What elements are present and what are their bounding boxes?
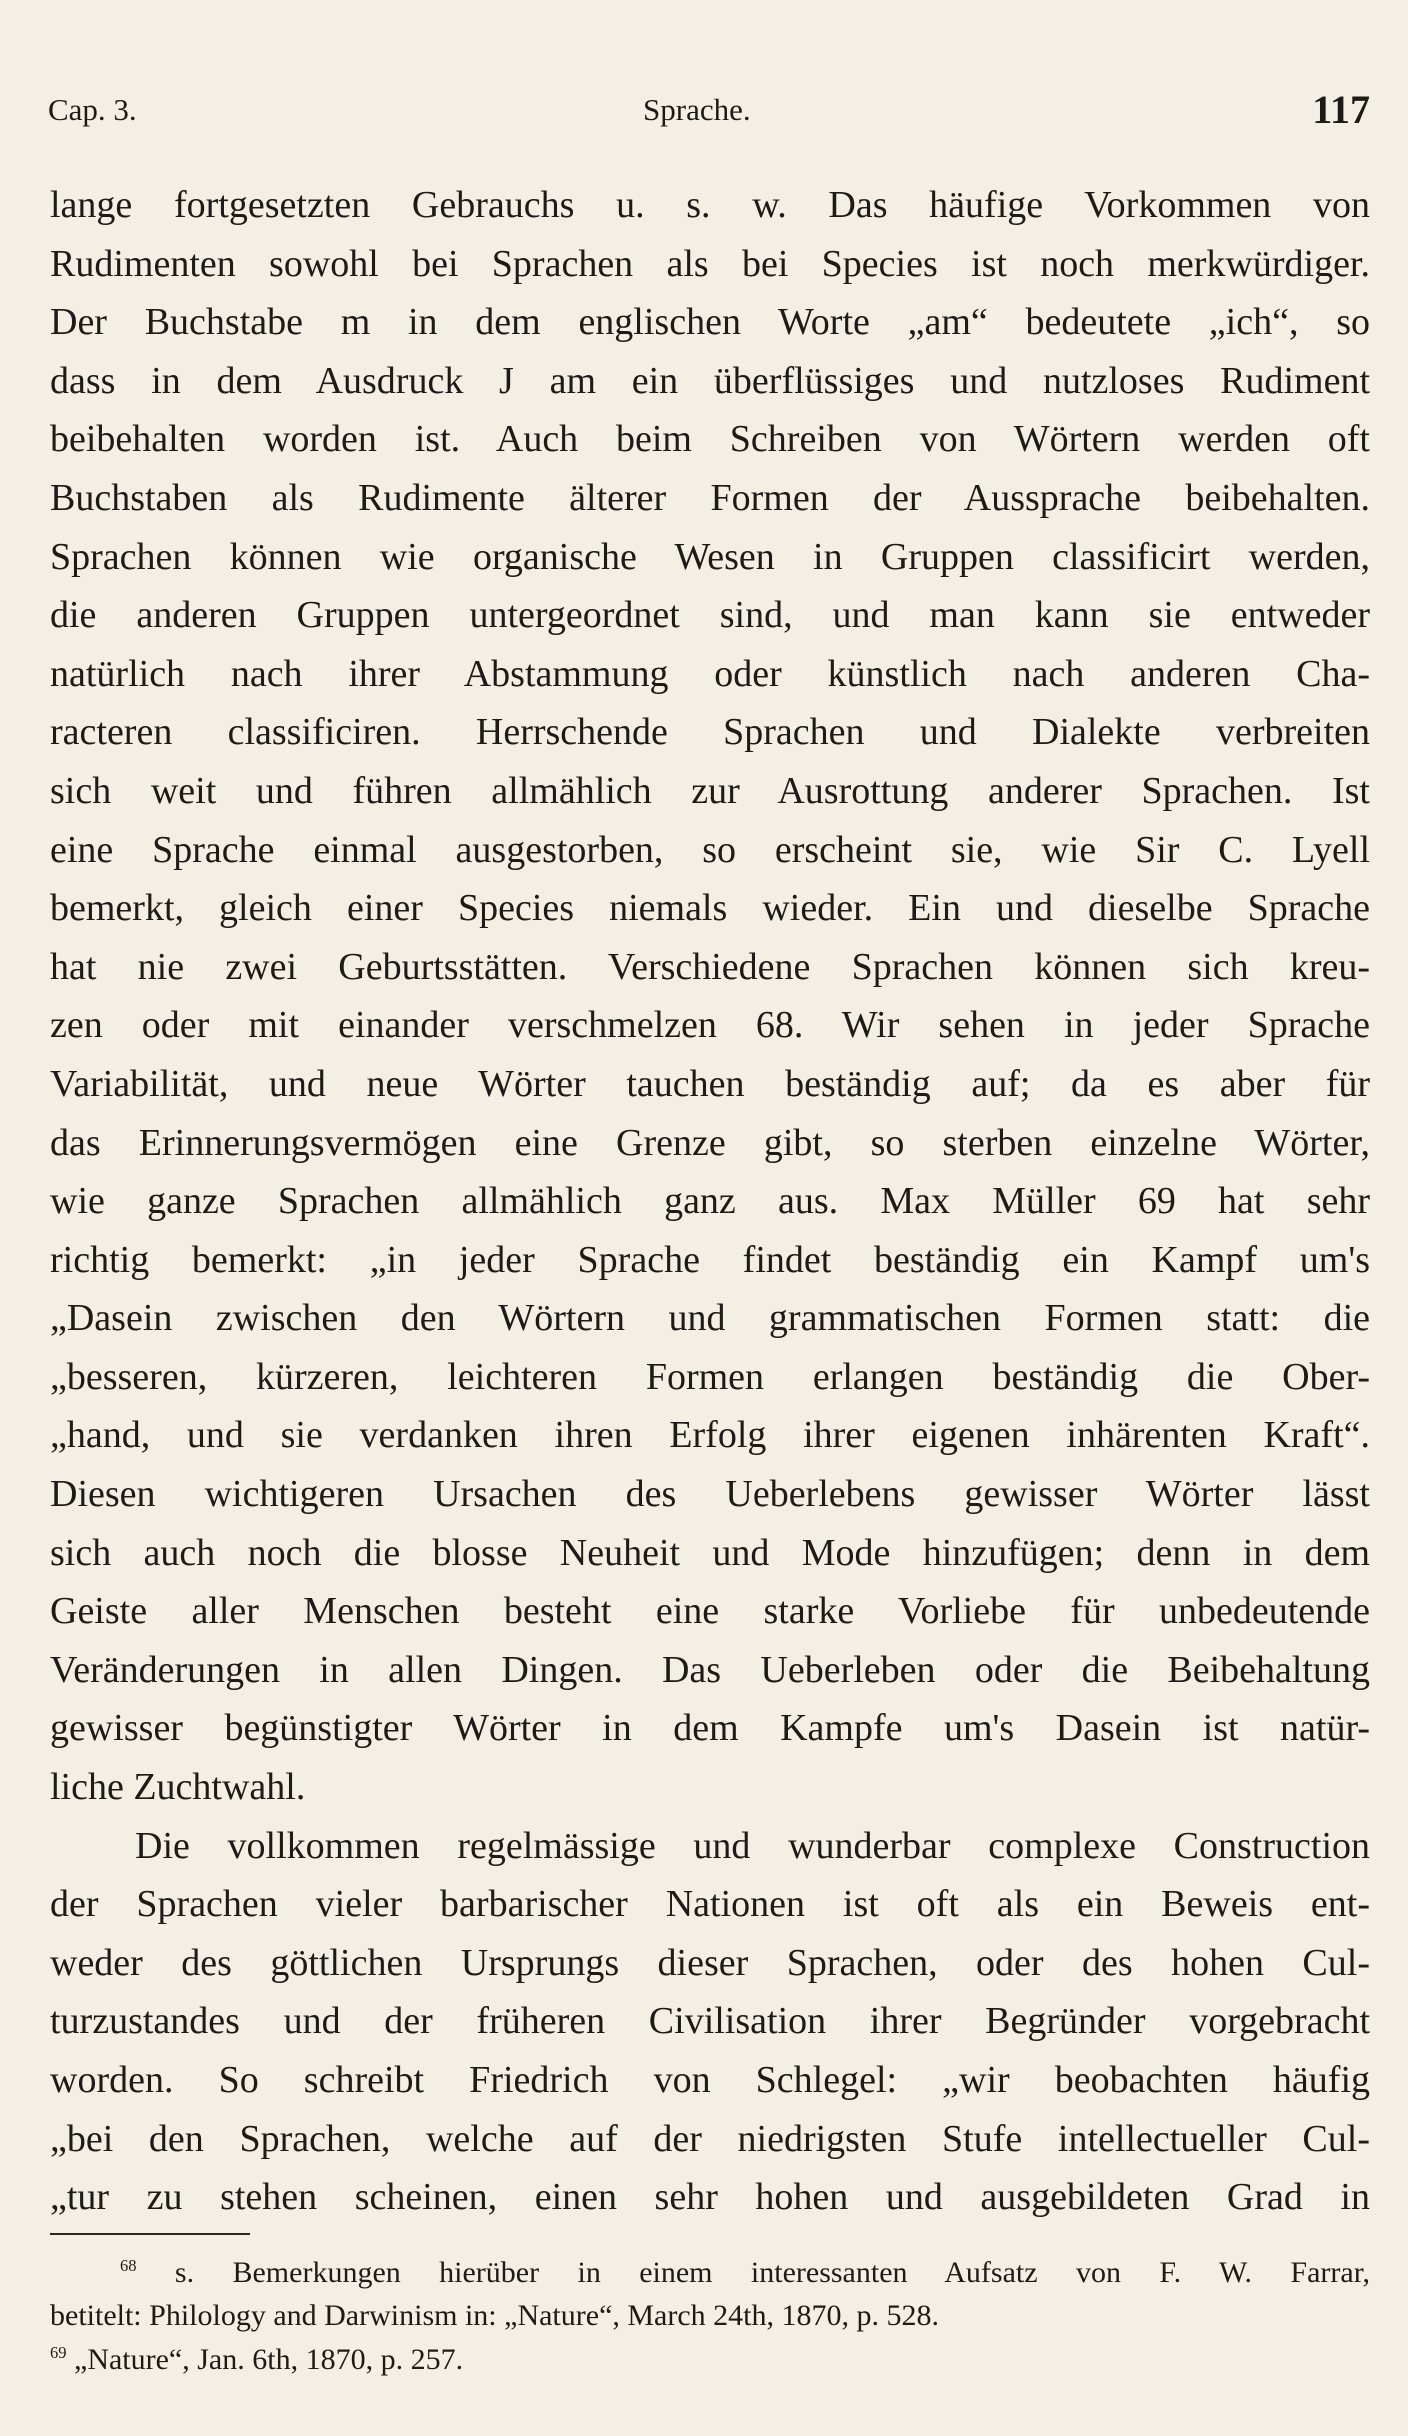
text-line: gewisser begünstigter Wörter in dem Kampfe um's Dasein ist natür- bbox=[50, 1707, 1370, 1750]
text-line: sich auch noch die blosse Neuheit und Mode hinzufügen; denn in dem bbox=[50, 1531, 1370, 1574]
footnote-marker: 69 bbox=[50, 2343, 67, 2362]
text-line: zen oder mit einander verschmelzen 68. Wir sehen in jeder Sprache bbox=[50, 1004, 1370, 1047]
footnote-text: s. Bemerkungen hierüber in einem interessanten Aufsatz von F. W. Farrar, bbox=[174, 2256, 1371, 2289]
footnote-rule bbox=[50, 2233, 250, 2235]
text-line: „besseren, kürzeren, leichteren Formen erlangen beständig die Ober- bbox=[50, 1355, 1370, 1398]
text-line: weder des göttlichen Ursprungs dieser Sprachen, oder des hohen Cul- bbox=[50, 1941, 1370, 1984]
text-line: Die vollkommen regelmässige und wunderbar complexe Construction bbox=[135, 1824, 1370, 1867]
footnote-marker: 68 bbox=[120, 2256, 137, 2275]
footnote-68-continued bbox=[50, 2299, 1370, 2333]
text-line: richtig bemerkt: „in jeder Sprache findet beständig ein Kampf um's bbox=[50, 1238, 1370, 1281]
running-header bbox=[48, 86, 1370, 136]
text-line: eine Sprache einmal ausgestorben, so erscheint sie, wie Sir C. Lyell bbox=[50, 828, 1370, 871]
text-line: lange fortgesetzten Gebrauchs u. s. w. Das häufige Vorkommen von bbox=[50, 184, 1370, 226]
main-text bbox=[50, 176, 1370, 2227]
footnote-text: betitelt: Philology and Darwinism in: „Nature“, March 24th, 1870, p. 528. bbox=[50, 2299, 940, 2332]
text-line: das Erinnerungsvermögen eine Grenze gibt, so sterben einzelne Wörter, bbox=[50, 1121, 1370, 1164]
text-line: „bei den Sprachen, welche auf der niedrigsten Stufe intellectueller Cul- bbox=[50, 2117, 1370, 2160]
text-line: Variabilität, und neue Wörter tauchen beständig auf; da es aber für bbox=[50, 1062, 1370, 1105]
text-line: Veränderungen in allen Dingen. Das Ueberleben oder die Beibehaltung bbox=[50, 1648, 1370, 1691]
text-line: die anderen Gruppen untergeordnet sind, und man kann sie entweder bbox=[50, 594, 1370, 637]
text-line: liche Zuchtwahl. bbox=[50, 1766, 306, 1809]
text-line: „hand, und sie verdanken ihren Erfolg ihrer eigenen inhärenten Kraft“. bbox=[50, 1414, 1370, 1457]
text-line: Diesen wichtigeren Ursachen des Ueberlebens gewisser Wörter lässt bbox=[50, 1473, 1370, 1516]
footnote-68 bbox=[50, 2256, 1370, 2290]
footnote-69 bbox=[50, 2343, 1370, 2377]
text-line: worden. So schreibt Friedrich von Schlegel: „wir beobachten häufig bbox=[50, 2059, 1370, 2101]
text-line: „tur zu stehen scheinen, einen sehr hohen und ausgebildeten Grad in bbox=[50, 2176, 1370, 2219]
text-line: dass in dem Ausdruck J am ein überflüssiges und nutzloses Rudiment bbox=[50, 359, 1370, 402]
text-line: Sprachen können wie organische Wesen in Gruppen classificirt werden, bbox=[50, 535, 1370, 578]
page-number: 117 bbox=[1312, 87, 1370, 132]
text-line: racteren classificiren. Herrschende Sprachen und Dialekte verbreiten bbox=[50, 711, 1370, 754]
text-line: „Dasein zwischen den Wörtern und grammatischen Formen statt: die bbox=[50, 1297, 1370, 1340]
text-line: beibehalten worden ist. Auch beim Schreiben von Wörtern werden oft bbox=[50, 418, 1370, 461]
text-line: sich weit und führen allmählich zur Ausrottung anderer Sprachen. Ist bbox=[50, 769, 1370, 812]
text-line: bemerkt, gleich einer Species niemals wieder. Ein und dieselbe Sprache bbox=[50, 887, 1370, 930]
text-line: wie ganze Sprachen allmählich ganz aus. Max Müller 69 hat sehr bbox=[50, 1180, 1370, 1223]
text-line: natürlich nach ihrer Abstammung oder künstlich nach anderen Cha- bbox=[50, 652, 1370, 695]
text-line: turzustandes und der früheren Civilisation ihrer Begründer vorgebracht bbox=[50, 2000, 1370, 2043]
text-line: Der Buchstabe m in dem englischen Worte „am“ bedeutete „ich“, so bbox=[50, 301, 1370, 344]
running-title: Sprache. bbox=[643, 92, 751, 127]
text-line: Buchstaben als Rudimente älterer Formen der Aussprache beibehalten. bbox=[50, 476, 1370, 519]
footnote-text: „Nature“, Jan. 6th, 1870, p. 257. bbox=[74, 2343, 464, 2376]
text-line: der Sprachen vieler barbarischer Nationen ist oft als ein Beweis ent- bbox=[50, 1883, 1370, 1926]
chapter-label: Cap. 3. bbox=[48, 92, 137, 127]
text-line: hat nie zwei Geburtsstätten. Verschiedene Sprachen können sich kreu- bbox=[50, 945, 1370, 988]
text-line: Rudimenten sowohl bei Sprachen als bei Species ist noch merkwürdiger. bbox=[50, 242, 1370, 285]
text-line: Geiste aller Menschen besteht eine starke Vorliebe für unbedeutende bbox=[50, 1590, 1370, 1633]
